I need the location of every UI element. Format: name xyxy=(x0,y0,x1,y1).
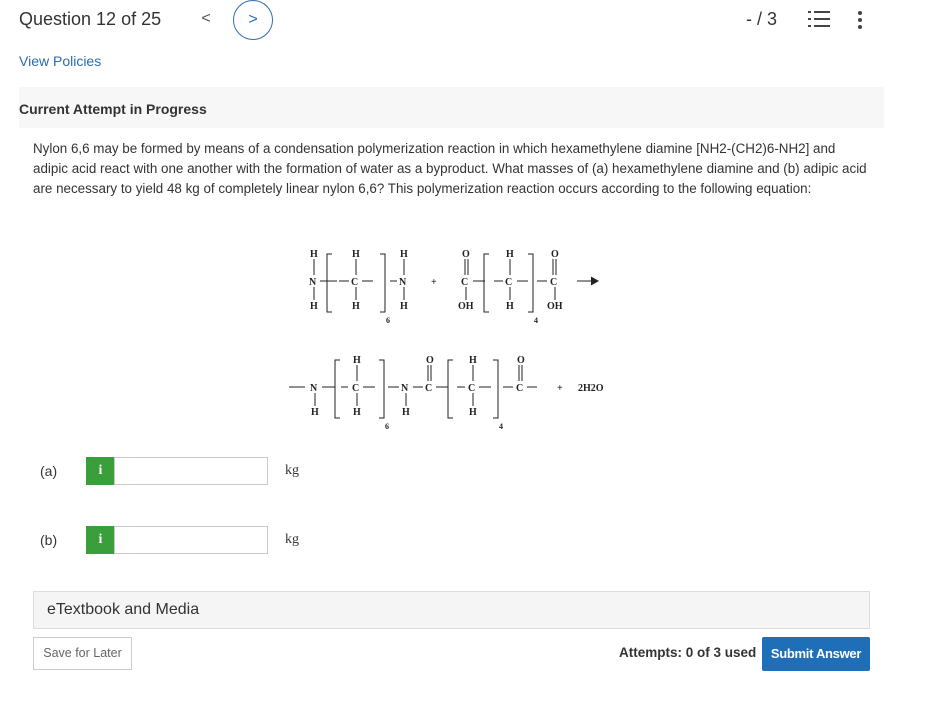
atom-o: O xyxy=(462,249,470,260)
atom-c: C xyxy=(505,277,513,288)
subscript-4: 4 xyxy=(499,422,503,431)
answer-a-label: (a) xyxy=(40,463,58,479)
atom-c: C xyxy=(352,383,360,394)
plus-sign: + xyxy=(431,277,437,288)
atom-h: H xyxy=(353,407,361,418)
answer-b-unit: kg xyxy=(285,532,299,547)
atom-n: N xyxy=(399,277,407,288)
save-for-later-button[interactable]: Save for Later xyxy=(33,637,132,670)
atom-c: C xyxy=(550,277,558,288)
answer-b-label: (b) xyxy=(40,532,58,548)
atom-h: H xyxy=(469,355,477,366)
answer-a-info-button[interactable]: i xyxy=(86,457,115,485)
atom-h: H xyxy=(402,407,410,418)
etextbook-media-label: eTextbook and Media xyxy=(47,601,200,618)
atom-h: H xyxy=(352,249,360,260)
answer-b-input[interactable] xyxy=(114,526,268,554)
question-text: Nylon 6,6 may be formed by means of a condensation polymerization reaction in which hexamethylene diamine [NH2-(CH2)6-NH2] and adipic acid react with one another with the formation of water as a byproduct. What masses of (a) hexamethylene diamine and (b) adipic acid are necessary to yield 48 kg of completely linear nylon 6,6? This polymerization reaction occurs according to the following equation: xyxy=(33,141,867,196)
subscript-4: 4 xyxy=(534,316,538,325)
atom-o: O xyxy=(551,249,559,260)
atom-c: C xyxy=(461,277,469,288)
group-oh: OH xyxy=(547,301,563,312)
question-counter: Question 12 of 25 xyxy=(19,9,162,29)
subscript-6: 6 xyxy=(385,422,389,431)
answer-b-info-button[interactable]: i xyxy=(86,526,115,554)
atom-c: C xyxy=(425,383,433,394)
atom-n: N xyxy=(401,383,409,394)
atom-h: H xyxy=(506,249,514,260)
atom-h: H xyxy=(506,301,514,312)
previous-question-button[interactable]: < xyxy=(201,10,211,27)
next-question-button[interactable]: > xyxy=(233,0,273,40)
atom-h: H xyxy=(353,355,361,366)
attempt-status-label: Current Attempt in Progress xyxy=(19,101,207,117)
plus-sign: + xyxy=(557,383,563,394)
score-display: - / 3 xyxy=(746,9,778,29)
atom-h: H xyxy=(310,301,318,312)
atom-n: N xyxy=(310,383,318,394)
atom-h: H xyxy=(400,301,408,312)
atom-h: H xyxy=(469,407,477,418)
top-bar xyxy=(0,0,940,40)
answer-a-unit: kg xyxy=(285,463,299,478)
water-byproduct: 2H2O xyxy=(578,383,604,394)
atom-c: C xyxy=(468,383,476,394)
etextbook-media-panel[interactable] xyxy=(33,591,870,629)
answer-a-input[interactable] xyxy=(114,457,268,485)
submit-answer-button[interactable]: Submit Answer xyxy=(762,637,870,671)
atom-n: N xyxy=(309,277,317,288)
more-options-icon[interactable] xyxy=(852,10,868,30)
attempts-counter: Attempts: 0 of 3 used xyxy=(619,645,757,660)
atom-h: H xyxy=(400,249,408,260)
polymerization-equation xyxy=(275,240,635,440)
atom-c: C xyxy=(351,277,359,288)
subscript-6: 6 xyxy=(386,316,390,325)
view-policies-link[interactable]: View Policies xyxy=(19,53,102,69)
atom-h: H xyxy=(311,407,319,418)
atom-h: H xyxy=(352,301,360,312)
atom-c: C xyxy=(516,383,524,394)
atom-o: O xyxy=(426,355,434,366)
atom-h: H xyxy=(310,249,318,260)
question-list-icon[interactable] xyxy=(808,9,830,29)
atom-o: O xyxy=(517,355,525,366)
group-oh: OH xyxy=(458,301,474,312)
